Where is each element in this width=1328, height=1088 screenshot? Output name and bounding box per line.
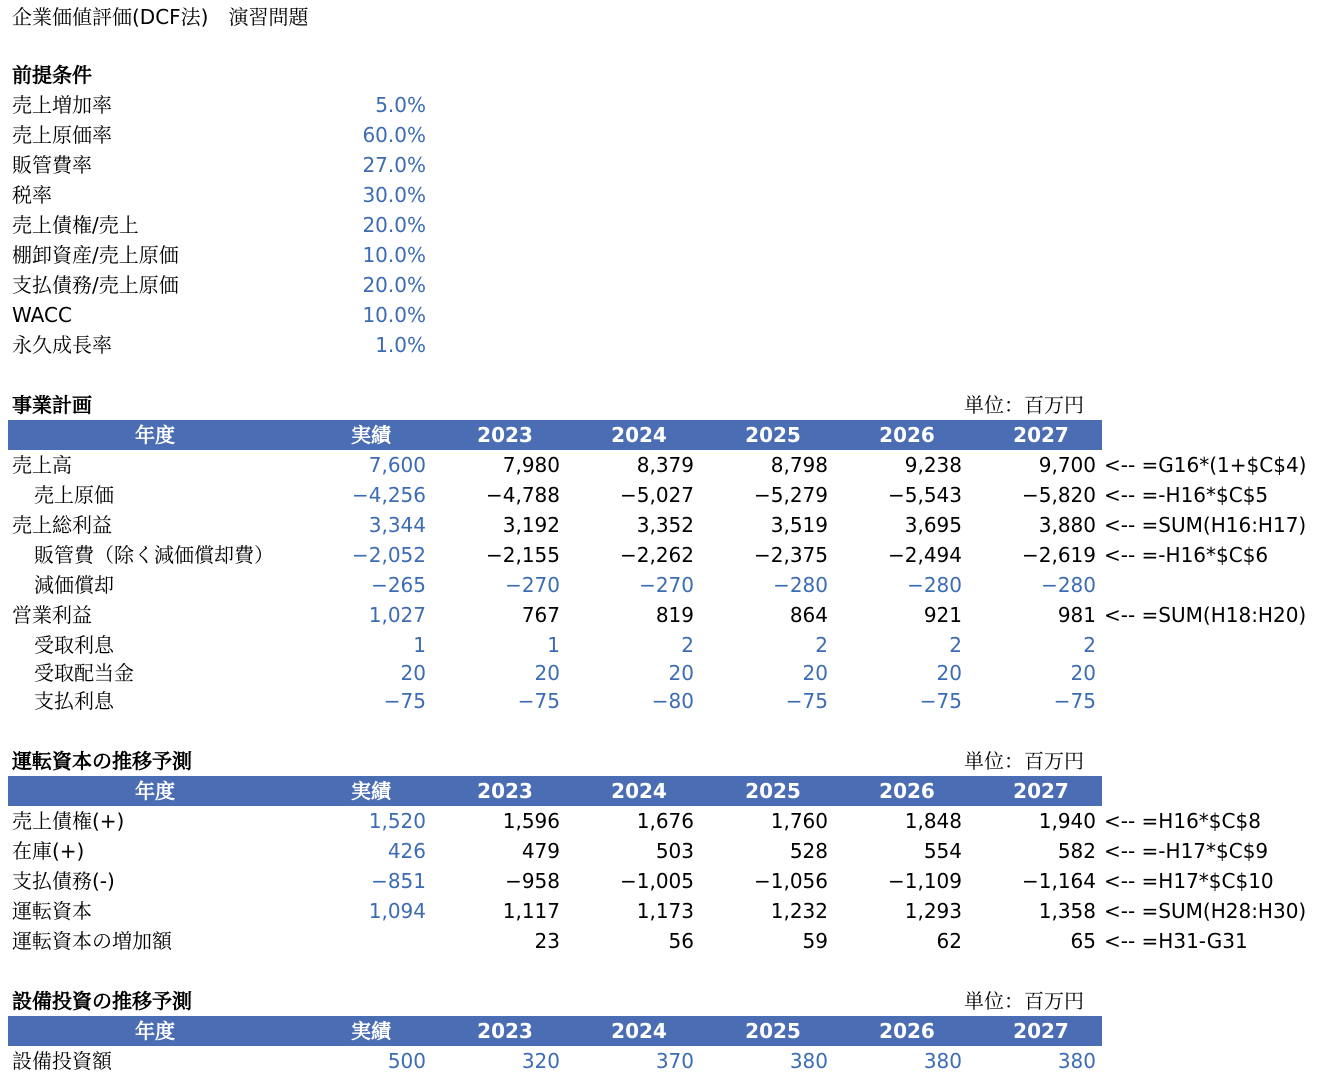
cell-value: −1,164: [1021, 869, 1096, 893]
cell-value: 921: [923, 603, 962, 627]
table-row: [0, 806, 1328, 836]
header-column: 2026: [879, 1019, 935, 1043]
cell-value: 1,293: [904, 899, 962, 923]
header-column: 2025: [745, 779, 801, 803]
row-label: 支払利息: [34, 689, 114, 713]
assumption-value: 1.0%: [375, 333, 426, 357]
assumption-row: [0, 270, 1328, 300]
row-label: 減価償却: [34, 573, 114, 597]
assumption-label: 売上債権/売上: [12, 213, 139, 237]
assumption-label: WACC: [12, 303, 72, 327]
assumption-label: 支払債務/売上原価: [12, 273, 179, 297]
cell-value: 1,027: [368, 603, 426, 627]
business-plan-heading: 事業計画: [12, 393, 92, 417]
cell-value: −2,262: [619, 543, 694, 567]
cell-value: −1,109: [887, 869, 962, 893]
header-column: 2025: [745, 1019, 801, 1043]
cell-value: 2: [681, 633, 694, 657]
row-label: 支払債務(-): [12, 869, 115, 893]
business-plan-heading-row: [0, 390, 1328, 420]
cell-value: 2: [1083, 633, 1096, 657]
table-row: [0, 866, 1328, 896]
row-label: 営業利益: [12, 603, 92, 627]
cell-value: 20: [668, 661, 694, 685]
unit-label: 単位：百万円: [964, 393, 1084, 417]
cell-value: 9,238: [904, 453, 962, 477]
cell-value: 62: [936, 929, 962, 953]
cell-value: 3,519: [770, 513, 828, 537]
assumption-row: [0, 180, 1328, 210]
cell-value: −2,619: [1021, 543, 1096, 567]
cell-value: 1,940: [1038, 809, 1096, 833]
cell-value: 380: [1057, 1049, 1096, 1073]
cell-value: −75: [1053, 689, 1096, 713]
row-label: 在庫(+): [12, 839, 85, 863]
header-column: 2024: [611, 423, 667, 447]
working-capital-heading: 運転資本の推移予測: [12, 749, 192, 773]
cell-value: 20: [936, 661, 962, 685]
cell-value: 56: [668, 929, 694, 953]
assumption-row: [0, 150, 1328, 180]
cell-value: −5,279: [753, 483, 828, 507]
cell-value: 20: [400, 661, 426, 685]
table-row: [0, 926, 1328, 956]
cell-value: 554: [923, 839, 962, 863]
assumption-label: 販管費率: [12, 153, 92, 177]
cell-value: −2,155: [485, 543, 560, 567]
cell-value: 1,094: [368, 899, 426, 923]
cell-value: −1,005: [619, 869, 694, 893]
row-label: 受取利息: [34, 633, 114, 657]
header-column: 2024: [611, 1019, 667, 1043]
table-row: [0, 540, 1328, 570]
business-plan-header: [0, 420, 1328, 450]
assumption-label: 棚卸資産/売上原価: [12, 243, 179, 267]
assumption-value: 30.0%: [362, 183, 426, 207]
formula-note: <-- =-H17*$C$9: [1104, 839, 1269, 863]
cell-value: 1,232: [770, 899, 828, 923]
assumption-row: [0, 330, 1328, 360]
cell-value: 2: [949, 633, 962, 657]
assumptions-heading: 前提条件: [12, 63, 92, 87]
cell-value: 503: [655, 839, 694, 863]
cell-value: −80: [651, 689, 694, 713]
cell-value: 767: [521, 603, 560, 627]
cell-value: 20: [534, 661, 560, 685]
header-column: 実績: [351, 779, 391, 803]
table-row: [0, 510, 1328, 540]
header-year-label: 年度: [135, 1019, 175, 1043]
formula-note: <-- =-H16*$C$5: [1104, 483, 1269, 507]
cell-value: 981: [1057, 603, 1096, 627]
assumption-label: 永久成長率: [12, 333, 112, 357]
cell-value: 3,880: [1038, 513, 1096, 537]
cell-value: 1,173: [636, 899, 694, 923]
cell-value: −265: [371, 573, 426, 597]
formula-note: <-- =SUM(H18:H20): [1104, 603, 1307, 627]
assumption-value: 10.0%: [362, 303, 426, 327]
assumption-label: 売上原価率: [12, 123, 112, 147]
cell-value: 20: [802, 661, 828, 685]
cell-value: −75: [919, 689, 962, 713]
cell-value: 528: [789, 839, 828, 863]
cell-value: 1: [547, 633, 560, 657]
row-label: 売上高: [12, 453, 72, 477]
cell-value: −5,820: [1021, 483, 1096, 507]
formula-note: <-- =-H16*$C$6: [1104, 543, 1269, 567]
working-capital-header: [0, 776, 1328, 806]
cell-value: 1,520: [368, 809, 426, 833]
sheet-title: 企業価値評価(DCF法) 演習問題: [12, 5, 309, 29]
cell-value: 1,358: [1038, 899, 1096, 923]
assumptions-heading-row: [0, 60, 1328, 90]
cell-value: 3,192: [502, 513, 560, 537]
header-column: 2026: [879, 779, 935, 803]
table-row: [0, 630, 1328, 660]
capex-heading-row: [0, 986, 1328, 1016]
cell-value: 1,596: [502, 809, 560, 833]
cell-value: 3,695: [904, 513, 962, 537]
header-column: 2023: [477, 1019, 533, 1043]
cell-value: 7,980: [502, 453, 560, 477]
cell-value: 2: [815, 633, 828, 657]
cell-value: −75: [383, 689, 426, 713]
unit-label: 単位：百万円: [964, 989, 1084, 1013]
table-row: [0, 896, 1328, 926]
cell-value: −958: [505, 869, 560, 893]
table-row: [0, 600, 1328, 630]
formula-note: <-- =H17*$C$10: [1104, 869, 1274, 893]
cell-value: 1,760: [770, 809, 828, 833]
table-row: [0, 658, 1328, 688]
cell-value: −75: [517, 689, 560, 713]
cell-value: −851: [371, 869, 426, 893]
cell-value: [316, 926, 426, 956]
cell-value: 1,848: [904, 809, 962, 833]
header-column: 2023: [477, 779, 533, 803]
cell-value: 20: [1070, 661, 1096, 685]
cell-value: 8,379: [636, 453, 694, 477]
cell-value: 864: [789, 603, 828, 627]
cell-value: −5,027: [619, 483, 694, 507]
table-row: [0, 836, 1328, 866]
table-row: [0, 480, 1328, 510]
capex-header: [0, 1016, 1328, 1046]
header-column: 2027: [1013, 1019, 1069, 1043]
row-label: 受取配当金: [34, 661, 134, 685]
cell-value: 479: [521, 839, 560, 863]
cell-value: 9,700: [1038, 453, 1096, 477]
assumption-value: 10.0%: [362, 243, 426, 267]
assumption-row: [0, 240, 1328, 270]
cell-value: −280: [1041, 573, 1096, 597]
header-column: 実績: [351, 423, 391, 447]
table-row: [0, 1046, 1328, 1076]
table-row: [0, 570, 1328, 600]
header-year-label: 年度: [135, 423, 175, 447]
sheet-title-row: [0, 2, 1328, 32]
header-column: 2024: [611, 779, 667, 803]
unit-label: 単位：百万円: [964, 749, 1084, 773]
formula-note: <-- =G16*(1+$C$4): [1104, 453, 1307, 477]
header-column: 2025: [745, 423, 801, 447]
cell-value: 370: [655, 1049, 694, 1073]
assumption-label: 税率: [12, 183, 52, 207]
table-row: [0, 450, 1328, 480]
cell-value: 3,352: [636, 513, 694, 537]
cell-value: −4,256: [351, 483, 426, 507]
formula-note: <-- =SUM(H28:H30): [1104, 899, 1307, 923]
assumption-value: 60.0%: [362, 123, 426, 147]
cell-value: −1,056: [753, 869, 828, 893]
row-label: 運転資本の増加額: [12, 929, 172, 953]
cell-value: 23: [534, 929, 560, 953]
assumption-value: 20.0%: [362, 273, 426, 297]
header-year-label: 年度: [135, 779, 175, 803]
cell-value: 426: [387, 839, 426, 863]
working-capital-heading-row: [0, 746, 1328, 776]
cell-value: 1,117: [502, 899, 560, 923]
cell-value: −5,543: [887, 483, 962, 507]
cell-value: 380: [923, 1049, 962, 1073]
row-label: 運転資本: [12, 899, 92, 923]
cell-value: −270: [639, 573, 694, 597]
table-row: [0, 686, 1328, 716]
cell-value: −2,375: [753, 543, 828, 567]
cell-value: −2,052: [351, 543, 426, 567]
header-column: 2026: [879, 423, 935, 447]
formula-note: <-- =H16*$C$8: [1104, 809, 1261, 833]
cell-value: −4,788: [485, 483, 560, 507]
formula-note: <-- =SUM(H16:H17): [1104, 513, 1307, 537]
cell-value: 65: [1070, 929, 1096, 953]
row-label: 売上原価: [34, 483, 114, 507]
assumption-label: 売上増加率: [12, 93, 112, 117]
cell-value: 7,600: [368, 453, 426, 477]
header-column: 2023: [477, 423, 533, 447]
cell-value: 1: [413, 633, 426, 657]
assumption-row: [0, 120, 1328, 150]
cell-value: 59: [802, 929, 828, 953]
row-label: 売上債権(+): [12, 809, 125, 833]
cell-value: −270: [505, 573, 560, 597]
assumption-row: [0, 90, 1328, 120]
formula-note: <-- =H31-G31: [1104, 929, 1248, 953]
assumption-value: 5.0%: [375, 93, 426, 117]
row-label: 販管費（除く減価償却費）: [34, 543, 274, 567]
header-column: 2027: [1013, 423, 1069, 447]
capex-heading: 設備投資の推移予測: [12, 989, 192, 1013]
assumption-value: 27.0%: [362, 153, 426, 177]
row-label: 売上総利益: [12, 513, 112, 537]
cell-value: −2,494: [887, 543, 962, 567]
cell-value: 3,344: [368, 513, 426, 537]
cell-value: 8,798: [770, 453, 828, 477]
cell-value: −75: [785, 689, 828, 713]
assumption-row: [0, 300, 1328, 330]
assumption-value: 20.0%: [362, 213, 426, 237]
cell-value: 380: [789, 1049, 828, 1073]
assumption-row: [0, 210, 1328, 240]
cell-value: 500: [387, 1049, 426, 1073]
cell-value: 1,676: [636, 809, 694, 833]
cell-value: −280: [907, 573, 962, 597]
cell-value: 819: [655, 603, 694, 627]
cell-value: 582: [1057, 839, 1096, 863]
header-column: 実績: [351, 1019, 391, 1043]
cell-value: 320: [521, 1049, 560, 1073]
row-label: 設備投資額: [12, 1049, 112, 1073]
cell-value: −280: [773, 573, 828, 597]
header-column: 2027: [1013, 779, 1069, 803]
